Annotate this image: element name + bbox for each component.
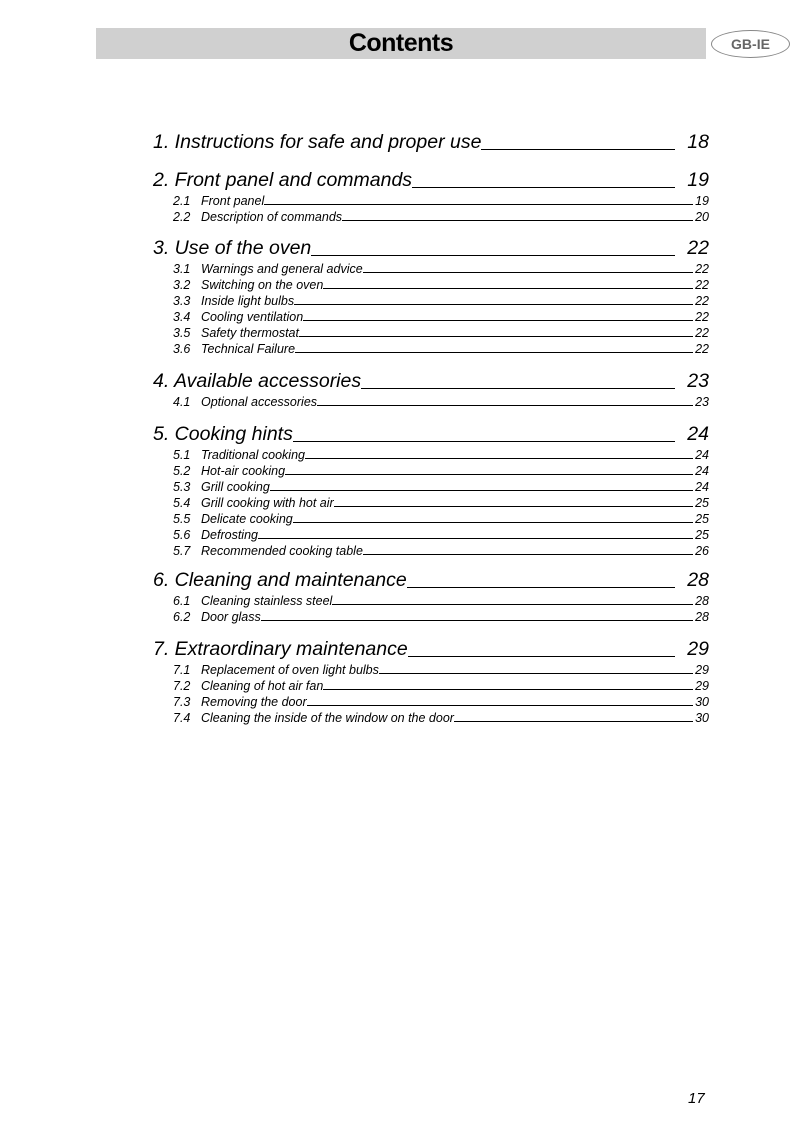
entry-page: 19 <box>695 194 709 208</box>
entry-page: 25 <box>695 496 709 510</box>
entry-number: 4.1 <box>173 395 191 409</box>
leader-line <box>379 673 693 674</box>
heading-page: 24 <box>687 423 709 445</box>
entry-title: Safety thermostat <box>201 326 299 340</box>
entry-number: 3.1 <box>173 262 191 276</box>
entry-page: 22 <box>695 310 709 324</box>
entry-title: Door glass <box>201 610 261 624</box>
toc-heading[interactable] <box>153 422 709 446</box>
toc-entry[interactable] <box>153 192 709 208</box>
leader-line <box>307 705 693 706</box>
entry-number: 2.1 <box>173 194 191 208</box>
entry-number: 7.4 <box>173 711 191 725</box>
toc-entry[interactable] <box>153 393 709 409</box>
leader-line <box>311 255 675 256</box>
toc-entry[interactable] <box>153 709 709 725</box>
entry-title: Optional accessories <box>201 395 318 409</box>
entry-number: 6.2 <box>173 610 191 624</box>
entry-number: 3.3 <box>173 294 191 308</box>
language-badge: GB-IE <box>711 30 790 58</box>
entry-title: Inside light bulbs <box>201 294 295 308</box>
leader-line <box>408 656 675 657</box>
entry-page: 23 <box>695 395 709 409</box>
leader-line <box>305 458 693 459</box>
heading-title: 5. Cooking hints <box>153 423 293 445</box>
toc-entry[interactable] <box>153 608 709 624</box>
entry-page: 22 <box>695 262 709 276</box>
heading-page: 19 <box>687 169 709 191</box>
leader-line <box>299 336 693 337</box>
leader-line <box>285 474 693 475</box>
toc-entry[interactable] <box>153 661 709 677</box>
toc-heading[interactable] <box>153 637 709 661</box>
leader-line <box>363 272 693 273</box>
entry-page: 24 <box>695 464 709 478</box>
entry-title: Defrosting <box>201 528 258 542</box>
heading-page: 23 <box>687 370 709 392</box>
entry-number: 3.2 <box>173 278 191 292</box>
leader-line <box>264 204 693 205</box>
entry-number: 7.2 <box>173 679 191 693</box>
entry-title: Traditional cooking <box>201 448 305 462</box>
toc-entry[interactable] <box>153 446 709 462</box>
heading-title: 1. Instructions for safe and proper use <box>153 131 482 153</box>
toc-entry[interactable] <box>153 260 709 276</box>
leader-line <box>261 620 693 621</box>
title-bar <box>96 28 706 59</box>
heading-title: 4. Available accessories <box>153 370 362 392</box>
entry-number: 5.4 <box>173 496 191 510</box>
toc-section <box>153 236 709 356</box>
toc-entry[interactable] <box>153 478 709 494</box>
toc-entry[interactable] <box>153 340 709 356</box>
heading-title: 2. Front panel and commands <box>153 169 413 191</box>
entry-number: 5.6 <box>173 528 191 542</box>
entry-title: Grill cooking <box>201 480 270 494</box>
entry-page: 20 <box>695 210 709 224</box>
toc-section <box>153 369 709 409</box>
entry-page: 22 <box>695 326 709 340</box>
toc-section <box>153 637 709 725</box>
leader-line <box>317 405 693 406</box>
entry-page: 25 <box>695 528 709 542</box>
heading-title: 7. Extraordinary maintenance <box>153 638 408 660</box>
toc-section <box>153 568 709 624</box>
toc-entry[interactable] <box>153 292 709 308</box>
page-title: Contents <box>348 29 454 57</box>
leader-line <box>481 149 675 150</box>
entry-title: Cooling ventilation <box>201 310 304 324</box>
entry-title: Grill cooking with hot air <box>201 496 334 510</box>
toc-heading[interactable] <box>153 168 709 192</box>
leader-line <box>412 187 675 188</box>
heading-page: 28 <box>687 569 709 591</box>
entry-title: Delicate cooking <box>201 512 293 526</box>
entry-page: 28 <box>695 594 709 608</box>
toc-entry[interactable] <box>153 462 709 478</box>
leader-line <box>294 304 693 305</box>
toc-heading[interactable] <box>153 236 709 260</box>
toc-entry[interactable] <box>153 324 709 340</box>
entry-title: Switching on the oven <box>201 278 324 292</box>
toc-entry[interactable] <box>153 592 709 608</box>
leader-line <box>342 220 693 221</box>
entry-number: 3.4 <box>173 310 191 324</box>
leader-line <box>293 522 693 523</box>
entry-title: Technical Failure <box>201 342 296 356</box>
toc-entry[interactable] <box>153 494 709 510</box>
page-number: 17 <box>688 1090 705 1107</box>
entry-title: Front panel <box>201 194 265 208</box>
toc-entry[interactable] <box>153 276 709 292</box>
entry-page: 26 <box>695 544 709 558</box>
entry-title: Cleaning the inside of the window on the door <box>201 711 454 725</box>
heading-title: 3. Use of the oven <box>153 237 312 259</box>
toc-section <box>153 130 709 154</box>
leader-line <box>270 490 693 491</box>
heading-page: 22 <box>687 237 709 259</box>
entry-number: 5.7 <box>173 544 191 558</box>
toc-entry[interactable] <box>153 693 709 709</box>
leader-line <box>303 320 693 321</box>
entry-number: 5.5 <box>173 512 191 526</box>
toc-heading[interactable] <box>153 369 709 393</box>
entry-title: Warnings and general advice <box>201 262 363 276</box>
entry-title: Hot-air cooking <box>201 464 286 478</box>
entry-number: 6.1 <box>173 594 191 608</box>
leader-line <box>295 352 693 353</box>
entry-title: Cleaning stainless steel <box>201 594 333 608</box>
toc-entry[interactable] <box>153 526 709 542</box>
leader-line <box>293 441 675 442</box>
toc-heading[interactable] <box>153 130 709 154</box>
entry-page: 29 <box>695 663 709 677</box>
toc-entry[interactable] <box>153 208 709 224</box>
toc-entry[interactable] <box>153 510 709 526</box>
leader-line <box>334 506 693 507</box>
leader-line <box>332 604 693 605</box>
entry-page: 22 <box>695 294 709 308</box>
heading-page: 18 <box>687 131 709 153</box>
toc-section <box>153 422 709 558</box>
entry-page: 28 <box>695 610 709 624</box>
entry-number: 2.2 <box>173 210 191 224</box>
leader-line <box>323 689 693 690</box>
entry-number: 7.3 <box>173 695 191 709</box>
heading-title: 6. Cleaning and maintenance <box>153 569 407 591</box>
entry-page: 30 <box>695 695 709 709</box>
entry-number: 5.2 <box>173 464 191 478</box>
toc-section <box>153 168 709 224</box>
leader-line <box>361 388 675 389</box>
toc-entry[interactable] <box>153 308 709 324</box>
entry-number: 3.5 <box>173 326 191 340</box>
entry-page: 25 <box>695 512 709 526</box>
entry-title: Removing the door <box>201 695 307 709</box>
entry-title: Description of commands <box>201 210 343 224</box>
entry-page: 29 <box>695 679 709 693</box>
toc-entry[interactable] <box>153 677 709 693</box>
entry-page: 30 <box>695 711 709 725</box>
entry-title: Recommended cooking table <box>201 544 363 558</box>
entry-number: 5.3 <box>173 480 191 494</box>
entry-number: 7.1 <box>173 663 191 677</box>
entry-page: 24 <box>695 448 709 462</box>
entry-page: 22 <box>695 342 709 356</box>
leader-line <box>454 721 693 722</box>
entry-title: Cleaning of hot air fan <box>201 679 324 693</box>
entry-number: 5.1 <box>173 448 191 462</box>
heading-page: 29 <box>687 638 709 660</box>
entry-page: 24 <box>695 480 709 494</box>
entry-number: 3.6 <box>173 342 191 356</box>
toc-heading[interactable] <box>153 568 709 592</box>
leader-line <box>323 288 693 289</box>
leader-line <box>258 538 693 539</box>
leader-line <box>363 554 693 555</box>
toc-entry[interactable] <box>153 542 709 558</box>
leader-line <box>407 587 675 588</box>
entry-page: 22 <box>695 278 709 292</box>
entry-title: Replacement of oven light bulbs <box>201 663 379 677</box>
